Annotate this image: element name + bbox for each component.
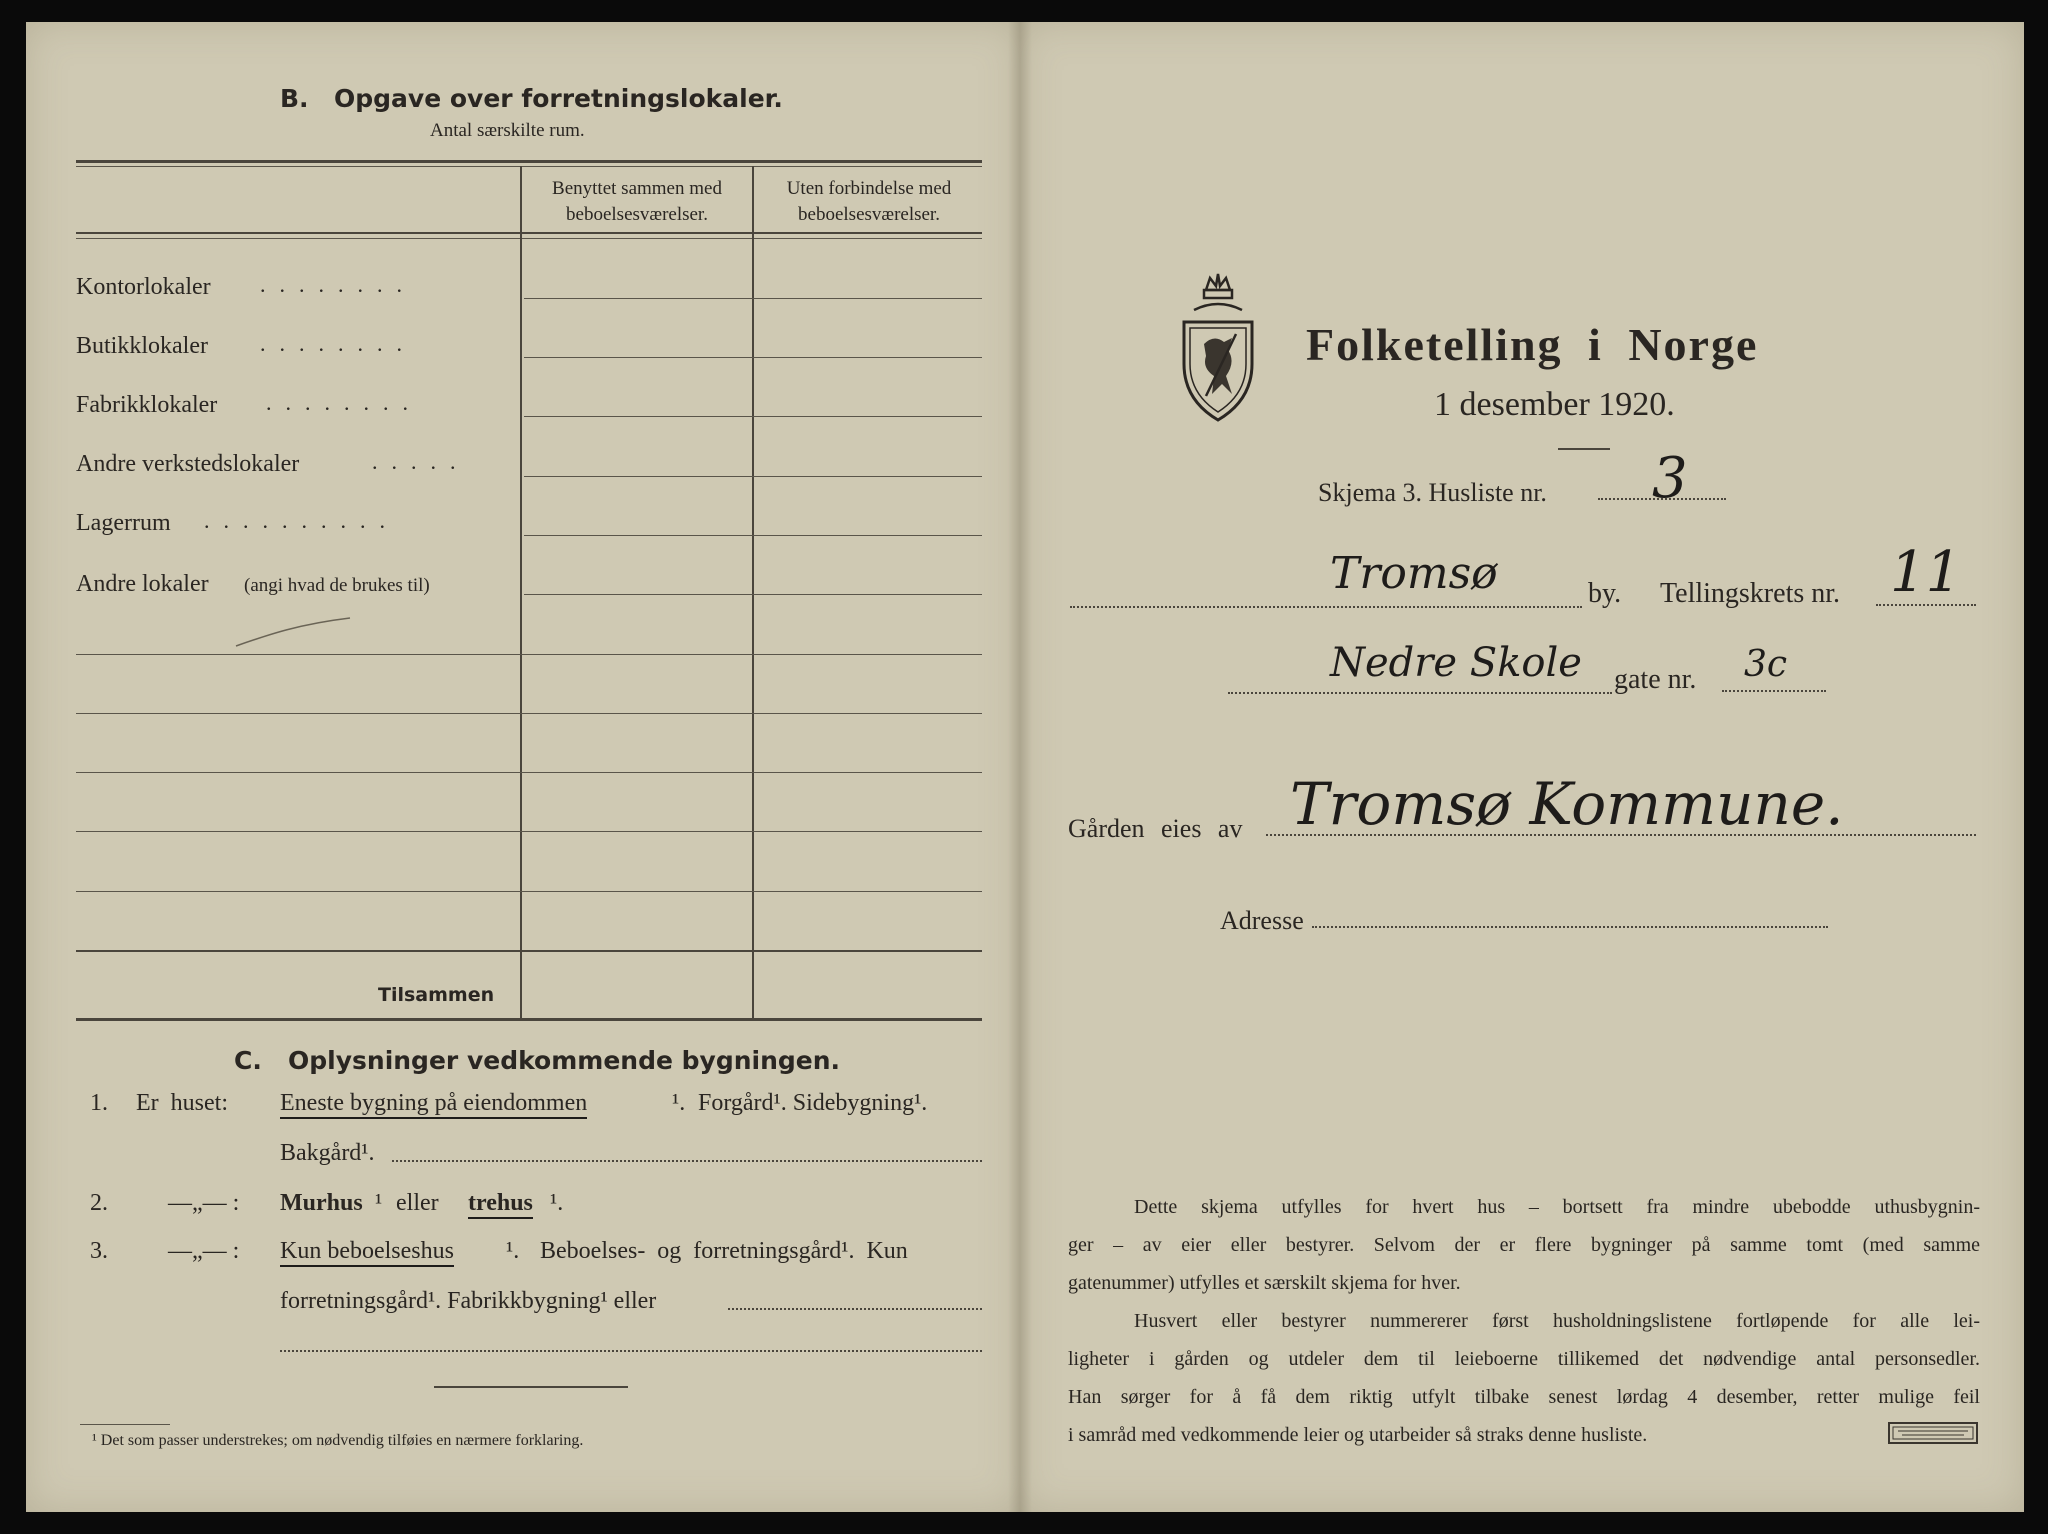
q2-option-trehus: trehus [468, 1190, 533, 1219]
row-leader-dots: ........ [260, 331, 416, 356]
instruction-line: Dette skjema utfylles for hvert hus – bortsett fra mindre ubebodde uthusbygnin- [1134, 1196, 1980, 1218]
schema-label: Skjema 3. Husliste nr. [1318, 478, 1547, 507]
q2-eller: eller [396, 1190, 439, 1216]
gate-fill-line [1722, 690, 1826, 692]
city-fill-line [1070, 606, 1582, 608]
title-underline [1558, 448, 1610, 450]
q3-option-kun-beboelseshus: Kun beboelseshus [280, 1238, 454, 1267]
section-b-heading: Opgave over forretningslokaler. [334, 84, 783, 113]
total-rule-top [76, 950, 982, 952]
q1-options-rest: Forgård¹. Sidebygning¹. [698, 1090, 928, 1116]
row-rule [524, 298, 982, 299]
table-top-rule [76, 160, 982, 163]
instruction-line: gatenummer) utfylles et særskilt skjema for hver. [1068, 1272, 1461, 1294]
col2-header-line1: Uten forbindelse med [786, 178, 952, 199]
row-leader-dots: ........ [260, 272, 416, 297]
q3-line2: forretningsgård¹. Fabrikkbygning¹ eller [280, 1288, 657, 1314]
row-rule [524, 535, 982, 536]
row-lagerrum: Lagerrum [76, 510, 171, 536]
row-kontorlokaler: Kontorlokaler [76, 274, 211, 300]
row-andre-lokaler-note: (angi hvad de brukes til) [244, 575, 430, 596]
q3-number: 3. [90, 1238, 108, 1264]
gate-nr-handwritten: 3c [1744, 644, 1788, 685]
street-fill-line [1228, 692, 1612, 694]
row-rule [524, 416, 982, 417]
by-label: by. [1588, 578, 1622, 609]
instruction-line: ligheter i gården og utdeler dem til leieboerne tillikemed det nødvendige antal personsedler. [1068, 1348, 1980, 1370]
instruction-line: ger – av eier eller bestyrer. Selvom der er flere bygninger på samme tomt (med samme [1068, 1234, 1980, 1256]
q3-sep: ¹. [506, 1238, 520, 1264]
section-c-heading: Oplysninger vedkommende bygningen. [288, 1046, 841, 1075]
husliste-nr-handwritten: 3 [1652, 446, 1688, 511]
row-rule [524, 357, 982, 358]
owner-label: Gården eies av [1068, 814, 1243, 843]
tellingskrets-nr-handwritten: 11 [1890, 540, 1962, 605]
q3-options-rest: Beboelses- og forretningsgård¹. Kun [540, 1238, 908, 1264]
section-c-letter: C. [234, 1046, 262, 1075]
row-butikklokaler: Butikklokaler [76, 333, 208, 359]
q2-option-murhus: Murhus [280, 1190, 363, 1216]
q1-label: Er huset: [136, 1090, 228, 1116]
tellingskrets-fill-line [1876, 604, 1976, 606]
row-rule [76, 831, 982, 832]
q3-fill-line-2 [280, 1350, 982, 1352]
row-rule [76, 713, 982, 714]
census-date: 1 desember 1920. [1434, 386, 1675, 423]
table-header-rule-2 [76, 238, 982, 239]
tellingskrets-label: Tellingskrets nr. [1660, 578, 1841, 609]
address-label: Adresse [1220, 906, 1304, 935]
row-leader-dots: .......... [204, 508, 399, 533]
row-rule [524, 594, 982, 595]
row-andre-lokaler: Andre lokaler [76, 571, 209, 597]
instructions-block [1068, 1188, 1980, 1454]
page-fold [1008, 22, 1032, 1512]
table-header-rule [76, 232, 982, 234]
city-handwritten: Tromsø [1330, 548, 1498, 599]
q1-fill-line [392, 1160, 982, 1162]
q1-option-sep: ¹. [672, 1090, 686, 1116]
section-b-subheading: Antal særskilte rum. [430, 120, 585, 141]
q2-number: 2. [90, 1190, 108, 1216]
pencil-mark-icon [230, 612, 360, 652]
q3-ditto: —„— : [168, 1238, 240, 1264]
instruction-line: Husvert eller bestyrer nummererer først husholdningslistene fortløpende for alle lei- [1134, 1310, 1980, 1332]
gate-label: gate nr. [1614, 664, 1697, 695]
q2-sup: ¹ [375, 1190, 383, 1216]
row-rule [76, 772, 982, 773]
row-leader-dots: ........ [266, 390, 422, 415]
q1-option-bakgard: Bakgård¹. [280, 1140, 375, 1166]
col1-header [524, 176, 750, 228]
street-handwritten: Nedre Skole [1330, 640, 1582, 686]
col2-header-line2: beboelsesværelser. [798, 204, 940, 225]
row-fabrikklokaler: Fabrikklokaler [76, 392, 218, 418]
instruction-line: i samråd med vedkommende leier og utarbeider så straks denne husliste. [1068, 1424, 1648, 1446]
total-label: Tilsammen [378, 984, 495, 1006]
q3-fill-line [728, 1308, 982, 1310]
footnote-rule [80, 1424, 170, 1425]
q1-number: 1. [90, 1090, 108, 1116]
q2-ditto: —„— : [168, 1190, 240, 1216]
owner-handwritten: Tromsø Kommune. [1290, 770, 1844, 838]
printer-stamp-icon [1888, 1422, 1978, 1444]
instruction-line: Han sørger for å få dem riktig utfylt tilbake senest lørdag 4 desember, retter mulige feil [1068, 1386, 1980, 1408]
table-bottom-rule [76, 1018, 982, 1021]
table-top-rule-2 [76, 166, 982, 167]
col1-header-line1: Benyttet sammen med [552, 178, 722, 199]
row-rule [76, 891, 982, 892]
row-rule [524, 476, 982, 477]
footnote: ¹ Det som passer understrekes; om nødvendig tilføies en nærmere forklaring. [92, 1432, 584, 1449]
address-fill-line [1312, 926, 1828, 928]
owner-fill-line [1266, 834, 1976, 836]
section-end-rule [434, 1386, 628, 1388]
row-leader-dots: ..... [372, 449, 470, 474]
q1-option-eneste-bygning: Eneste bygning på eiendommen [280, 1090, 587, 1119]
col1-header-line2: beboelsesværelser. [566, 204, 708, 225]
q2-sup-end: ¹. [550, 1190, 564, 1216]
norway-coat-of-arms-icon [1176, 272, 1260, 424]
row-andre-verkstedslokaler: Andre verkstedslokaler [76, 451, 300, 477]
page-title: Folketelling i Norge [1306, 319, 1759, 370]
row-rule [76, 654, 982, 655]
col2-header [756, 176, 982, 228]
section-b-letter: B. [280, 84, 309, 113]
husliste-fill-line [1598, 498, 1726, 500]
